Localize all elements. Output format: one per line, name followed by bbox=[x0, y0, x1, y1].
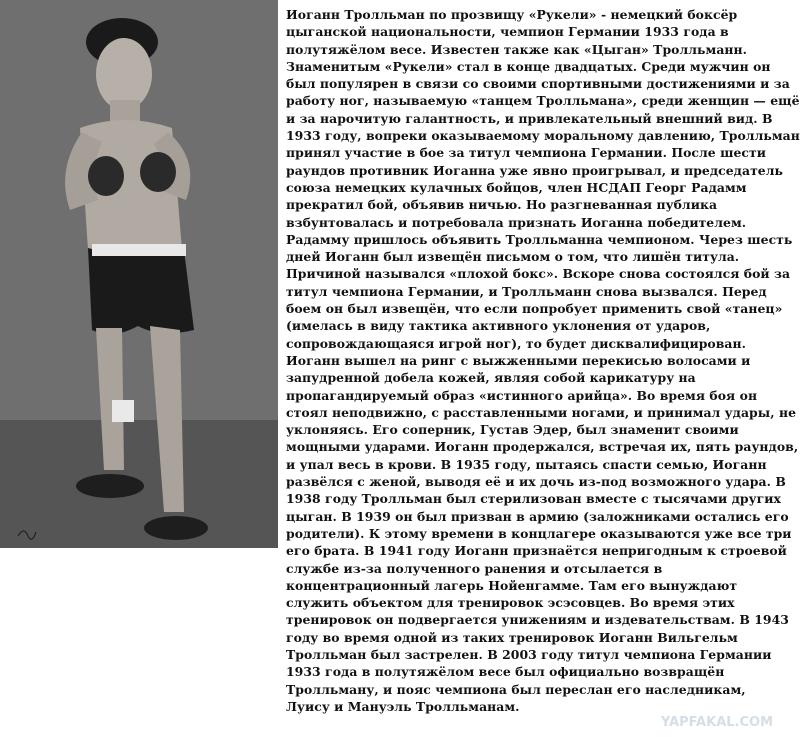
boxer-illustration bbox=[0, 0, 278, 548]
watermark: YAPFAKAL.COM bbox=[660, 715, 773, 730]
boxer-photo bbox=[0, 0, 278, 548]
article-text: Иоганн Тролльман по прозвищу «Рукели» - немецкий боксёр цыганской национальности, чемпион Германии 1933 года в полутяжёлом весе. Известен также как «Цыган» Тролльманн. Знаменитым «Рукели» стал в конце двадцатых. Среди мужчин он был популярен в связи со своими спортивными достижениями и за работу ног, называемую «танцем Тролльмана», среди женщин — ещё и за нарочитую галантность, и привлекательный внешний вид. В 1933 году, вопреки оказываемому моральному давлению, Тролльман принял участие в бое за титул чемпиона Германии. После шести раундов противник Иоганна уже явно проигрывал, и председатель союза немецких кулачных бойцов, член НСДАП Георг Радамм прекратил бой, объявив ничью. Но разгневанная публика взбунтовалась и потребовала признать Иоганна победителем. Радамму пришлось объявить Тролльманна чемпионом. Через шесть дней Иоганн был извещён письмом о том, что лишён титула. Причиной назывался «плохой бокс». Вскоре снова состоялся бой за титул чемпиона Германии, и Тролльманн снова вызвался. Перед боем он был извещён, что если попробует применить свой «танец» (имелась в виду тактика активного уклонения от ударов, сопровождающаяся игрой ног), то будет дисквалифицирован. Иоганн вышел на ринг с выжженными перекисью волосами и запудренной добела кожей, являя собой карикатуру на пропагандируемый образ «истинного арийца». Во время боя он стоял неподвижно, с расставленными ногами, и принимал удары, не уклоняясь. Его соперник, Густав Эдер, был знаменит своими мощными ударами. Иоганн продержался, встречая их, пять раундов, и упал весь в крови. В 1935 году, пытаясь спасти семью, Иоганн развёлся с женой, выводя её и их дочь из-под возможного удара. В 1938 году Тролльман был стерилизован вместе с тысячами других цыган. В 1939 он был призван в армию (заложниками остались его родители). К этому времени в концлагере оказываются уже все три его брата. В 1941 году Иоганн признаётся непригодным к строевой службе из-за полученного ранения и отсылается в концентрационный лагерь Нойенгамме. Там его вынуждают служить объектом для тренировок эсэсовцев. Во время этих тренировок он подвергается унижениям и издевательствам. В 1943 году во время одной из таких тренировок Иоганн Вильгельм Тролльман был застрелен. В 2003 году титул чемпиона Германии 1933 года в полутяжёлом весе был официально возвращён Тролльману, и пояс чемпиона был переслан его наследникам, Луису и Мануэль Тролльманам. bbox=[286, 7, 800, 714]
